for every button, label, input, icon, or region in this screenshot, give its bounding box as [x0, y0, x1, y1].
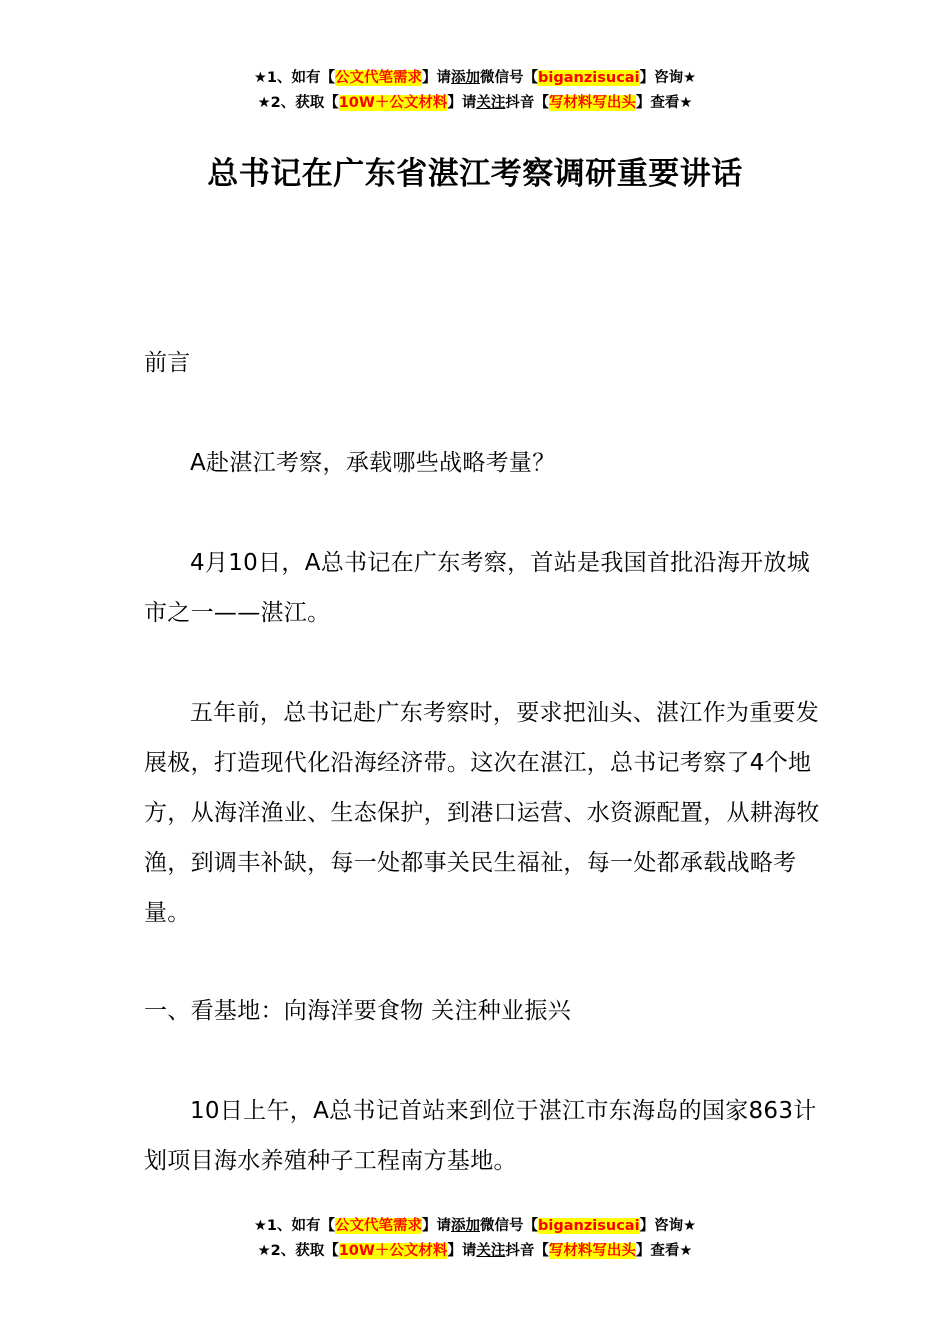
banner-highlight: 公文代笔需求 — [335, 70, 423, 86]
banner-line-1: ★1、如有【公文代笔需求】请添加微信号【biganzisucai】咨询★ — [253, 70, 697, 86]
section-heading: 一、看基地：向海洋要食物 关注种业振兴 — [144, 998, 572, 1024]
paragraph: 五年前，总书记赴广东考察时，要求把汕头、湛江作为重要发展极，打造现代化沿海经济带。这次在湛江，总书记考察了4个地方，从海洋渔业、生态保护，到港口运营、水资源配置，从耕海牧渔，到调丰补缺，每一处都事关民生福祉，每一处都承载战略考量。 — [144, 700, 820, 926]
footer-banner — [0, 1214, 950, 1264]
banner-line-2: ★2、获取【10W＋公文材料】请关注抖音【写材料写出头】查看★ — [257, 95, 693, 111]
banner-wechat-id: biganzisucai — [538, 70, 640, 86]
banner-douyin-id: 写材料写出头 — [548, 95, 636, 111]
paragraph: 4月10日，A总书记在广东考察，首站是我国首批沿海开放城市之一——湛江。 — [144, 550, 811, 626]
paragraph: A赴湛江考察，承载哪些战略考量？ — [190, 450, 556, 476]
banner-douyin-id: 写材料写出头 — [548, 1243, 636, 1259]
paragraph-preface: 前言 — [144, 350, 191, 376]
paragraph: 10日上午，A总书记首站来到位于湛江市东海岛的国家863计划项目海水养殖种子工程南方基地。 — [144, 1098, 817, 1174]
header-banner — [0, 66, 950, 116]
banner-line-2: ★2、获取【10W＋公文材料】请关注抖音【写材料写出头】查看★ — [257, 1243, 693, 1259]
banner-highlight: 10W＋公文材料 — [338, 1243, 448, 1259]
document-title: 总书记在广东省湛江考察调研重要讲话 — [207, 156, 743, 192]
banner-highlight: 10W＋公文材料 — [338, 95, 448, 111]
banner-line-1: ★1、如有【公文代笔需求】请添加微信号【biganzisucai】咨询★ — [253, 1218, 697, 1234]
banner-highlight: 公文代笔需求 — [335, 1218, 423, 1234]
banner-wechat-id: biganzisucai — [538, 1218, 640, 1234]
